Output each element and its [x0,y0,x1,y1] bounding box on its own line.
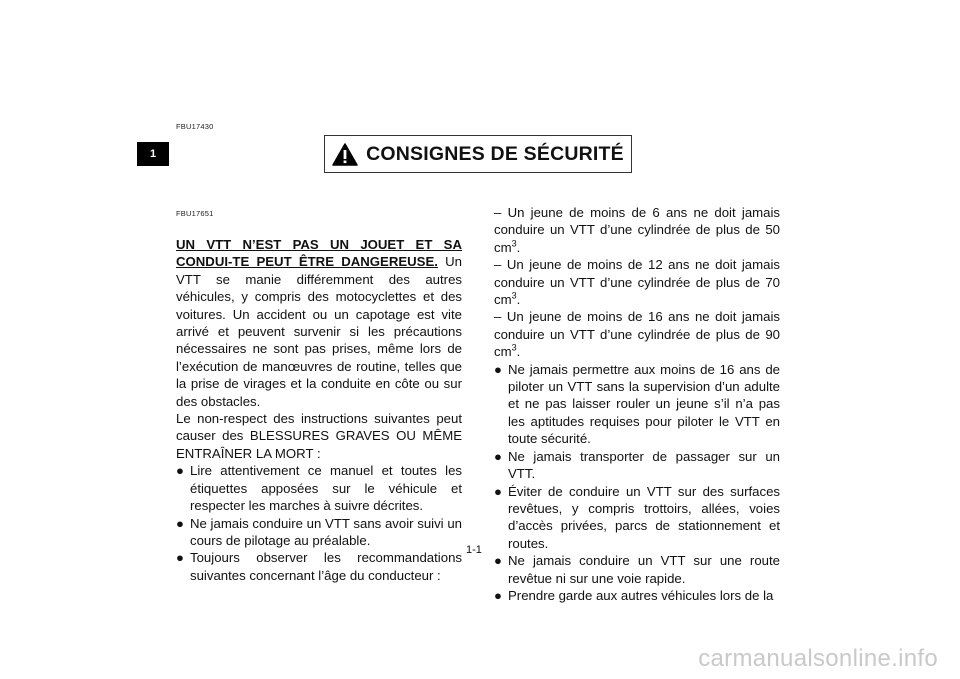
age-rule: – Un jeune de moins de 6 ans ne doit jamais conduire un VTT d’une cylindrée de plus de 50 $cm^3$. [494,205,780,255]
bullet-icon: ● [176,550,184,566]
list-item: ● Ne jamais conduire un VTT sans avoir suivi un cours de pilotage au préalable. [176,515,462,548]
bullet-icon: ● [494,483,502,499]
intro-paragraph [176,236,462,410]
bullet-icon: ● [494,553,502,569]
list-item: ● Lire attentivement ce manuel et toutes les étiquettes apposées sur le véhicule et respecter les marches à suivre décrites. [176,463,462,514]
list-item: ● Ne jamais permettre aux moins de 16 ans de piloter un VTT sans la supervision d’un adulte et ne pas laisser rouler un jeune s’il n’a pas les aptitudes requises pour piloter le VTT en toute sécurité. [494,361,780,447]
list-item: ● Toujours observer les recommandations suivantes concernant l’âge du conducteur : [176,550,462,583]
bullet-icon: ● [176,515,184,531]
page-number: 1-1 [466,544,482,556]
bullet-icon: ● [494,361,502,377]
age-rule: – Un jeune de moins de 12 ans ne doit jamais conduire un VTT d’une cylindrée de plus de 70 $cm^3$. [494,257,780,308]
warning-triangle-icon [332,143,358,166]
list-item: ● Prendre garde aux autres véhicules lors de la [494,587,774,603]
warning-paragraph: Le non-respect des instructions suivantes peut causer des BLESSURES GRAVES OU MÊME ENTRAÎNER LA MORT : [176,411,462,461]
chapter-tab: 1 [137,142,169,166]
list-item: ● Ne jamais transporter de passager sur un VTT. [494,448,780,482]
left-column [176,236,462,584]
bullet-icon: ● [494,448,502,464]
section-title-box [324,135,632,173]
watermark-text: carmanualsonline.info [698,645,938,672]
intro-text: Un VTT se manie différemment des autres véhicules, y compris des motocyclettes et des voitures. Un accident ou un capotage est vite arrivé et peuvent survenir si les précautions nécessaires ne sont pas prises, même lors de l’exécution de manœuvres de routine, telles que la prise de virages et la conduite en côte ou sur des obstacles. [176,254,462,409]
warning-heading: UN VTT N’EST PAS UN JOUET ET SA CONDUI-TE PEUT ÊTRE DANGEREUSE. [176,237,462,270]
bullet-icon: ● [176,463,184,479]
bullet-icon: ● [494,587,502,603]
document-code-section: FBU17651 [176,209,214,218]
document-code-top: FBU17430 [176,122,214,131]
list-item: ● Éviter de conduire un VTT sur des surfaces revêtues, y compris trottoirs, allées, voies d’accès privées, parcs de stationnement et routes. [494,483,780,551]
list-item: ● Ne jamais conduire un VTT sur une route revêtue ni sur une voie rapide. [494,553,780,586]
right-column [494,204,780,604]
age-rule: – Un jeune de moins de 16 ans ne doit jamais conduire un VTT d’une cylindrée de plus de 90 $cm^3$. [494,309,780,360]
section-title: CONSIGNES DE SÉCURITÉ [366,142,624,165]
